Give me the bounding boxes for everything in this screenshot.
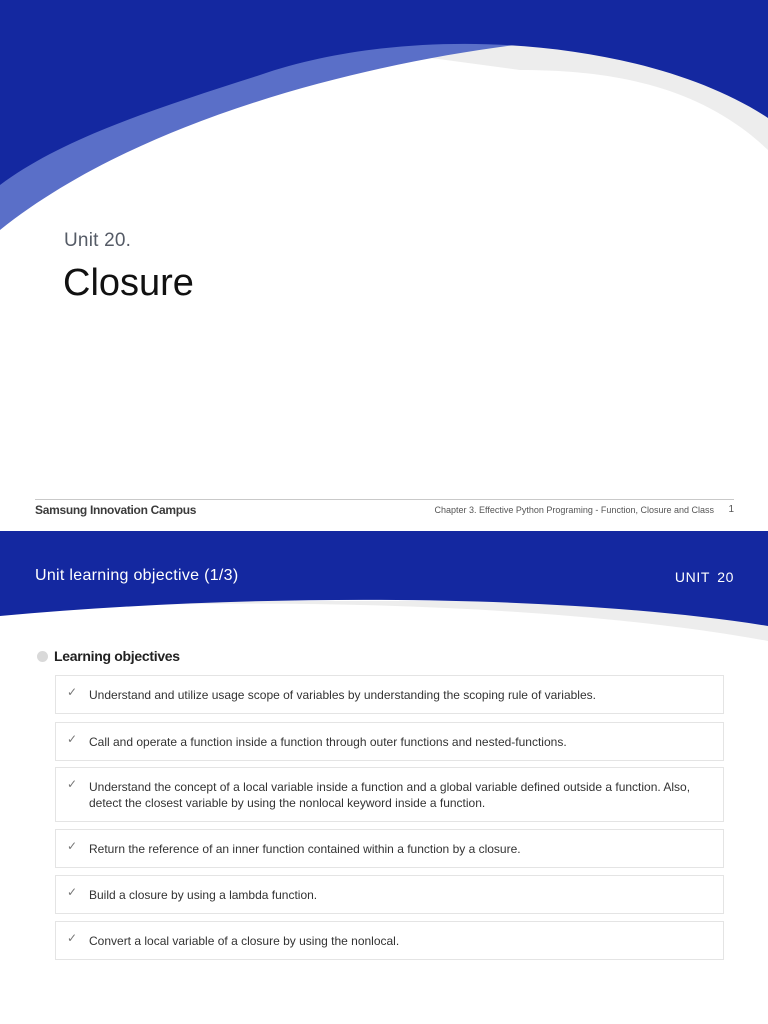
list-item xyxy=(55,767,724,822)
footer-divider xyxy=(35,499,734,500)
section-heading xyxy=(37,648,180,664)
unit-label: UNIT 20 xyxy=(674,569,734,585)
list-item xyxy=(55,875,724,914)
footer-brand: Samsung Innovation Campus xyxy=(35,503,197,517)
checkmark-icon: ✓ xyxy=(67,732,78,746)
list-item xyxy=(55,722,724,761)
unit-subtitle: Unit 20. xyxy=(64,230,132,251)
bullet-dot-icon xyxy=(37,651,48,662)
section-title: Learning objectives xyxy=(54,648,180,664)
checkmark-icon: ✓ xyxy=(67,839,78,853)
checkmark-icon: ✓ xyxy=(67,885,78,899)
slide-header-title: Unit learning objective (1/3) xyxy=(35,567,239,584)
objective-text: Return the reference of an inner function contained within a function by a closure. xyxy=(89,842,521,856)
objective-text: Understand and utilize usage scope of variables by understanding the scoping rule of variables. xyxy=(89,688,596,702)
list-item xyxy=(55,829,724,868)
objective-text: Build a closure by using a lambda function. xyxy=(89,888,318,902)
list-item xyxy=(55,921,724,960)
objective-text: Call and operate a function inside a function through outer functions and nested-functions. xyxy=(89,735,567,749)
footer-chapter: Chapter 3. Effective Python Programing - Function, Closure and Class xyxy=(434,505,714,515)
page-number: 1 xyxy=(728,504,734,515)
objectives-slide xyxy=(0,531,768,1024)
header-wave-graphic xyxy=(0,0,768,260)
list-item xyxy=(55,675,724,714)
checkmark-icon: ✓ xyxy=(67,931,78,945)
checkmark-icon: ✓ xyxy=(67,685,78,699)
objective-text: Understand the concept of a local variable inside a function and a global variable defined outside a function. Also, detect the closest variable by using the nonlocal keyword inside a function. xyxy=(89,780,691,810)
objective-text: Convert a local variable of a closure by using the nonlocal. xyxy=(89,934,400,948)
header-band-graphic xyxy=(0,531,768,651)
checkmark-icon: ✓ xyxy=(67,777,78,791)
page-title: Closure xyxy=(63,262,194,304)
